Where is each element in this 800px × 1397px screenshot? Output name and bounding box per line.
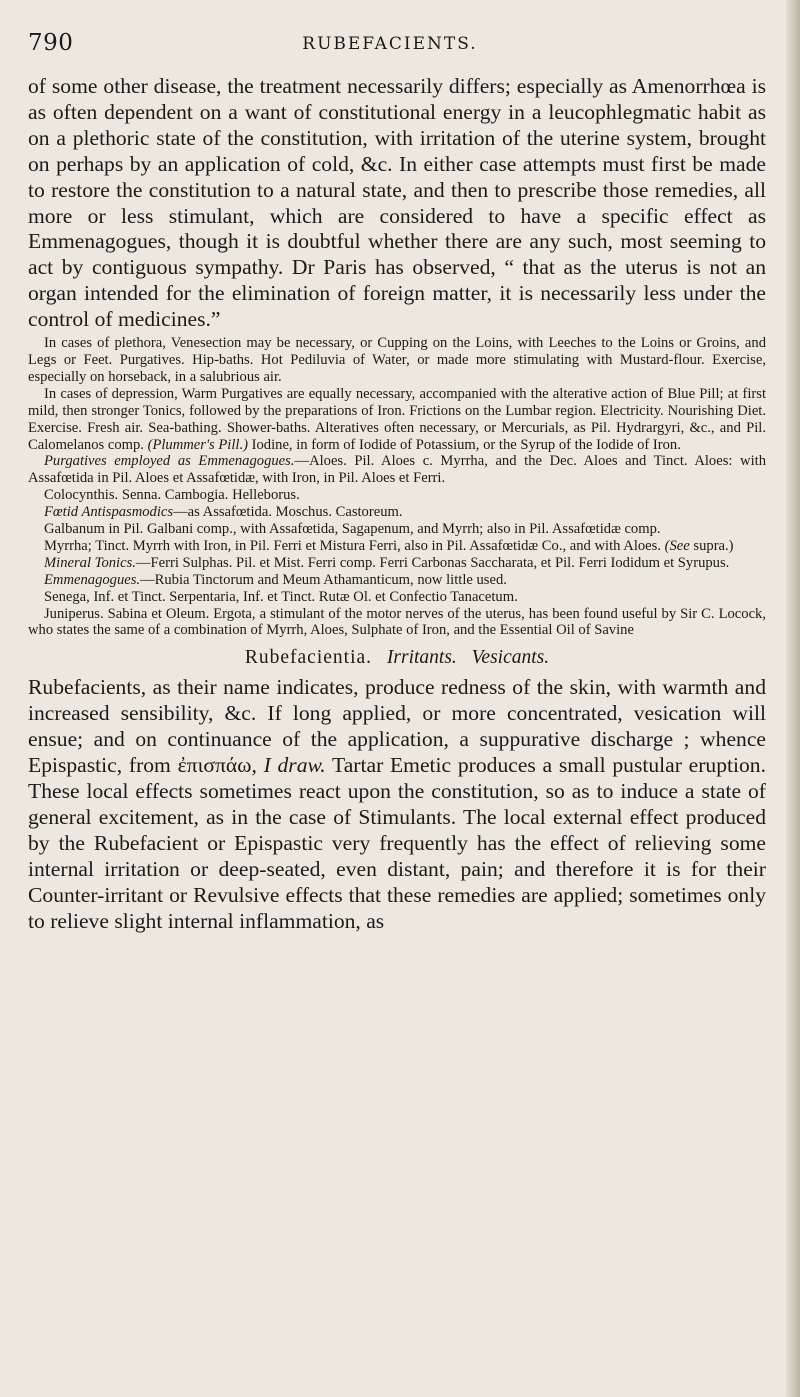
note-juniperus: Juniperus. Sabina et Oleum. Ergota, a stimulant of the motor nerves of the uterus, has been found useful by Sir C. Locock, who states the same of a combination of Myrrh, Aloes, Sulphate of Iron, and the Essential Oil of Savine <box>28 605 766 639</box>
note-myrrha-italic: (See <box>664 537 690 554</box>
section-heading-name: Rubefacientia. <box>244 647 373 669</box>
closing-text-b: Tartar Emetic produces a small pustular eruption. These local effects sometimes react upon the constitution, so as to induce a state of general excitement, as in the case of Stimulants. The local external effect produced by the Rubefacient or Epispastic very frequently has the effect of relieving some internal irritation or deep-seated, even distant, pain; and therefore it is for their Counter-irritant or Revulsive effects that these remedies are applied; sometimes only to relieve slight internal inflammation, as <box>28 753 766 933</box>
note-mineral-label: Mineral Tonics. <box>44 554 136 571</box>
closing-italic: I draw. <box>263 753 326 778</box>
page-header <box>28 30 772 64</box>
section-heading-sub2: Vesicants. <box>471 647 550 669</box>
note-senega: Senega, Inf. et Tinct. Serpentaria, Inf. et Tinct. Rutæ Ol. et Confectio Tanacetum. <box>44 588 518 605</box>
note-myrrha-text-b: supra.) <box>693 537 734 554</box>
note-myrrha-text: Myrrha; Tinct. Myrrh with Iron, in Pil. Ferri et Mistura Ferri, also in Pil. Assafœtidæ Co., and with Aloes. <box>44 537 661 554</box>
note-depression-text-b: Iodine, in form of Iodide of Potassium, or the Syrup of the Iodide of Iron. <box>251 436 681 453</box>
note-purgatives <box>28 453 766 487</box>
page-edge-shadow <box>786 0 800 1397</box>
running-head: RUBEFACIENTS. <box>302 34 478 54</box>
note-emmenagogues-text: —Rubia Tinctorum and Meum Athamanticum, now little used. <box>140 571 507 588</box>
note-emmenagogues <box>28 572 766 589</box>
note-foetid <box>28 504 766 521</box>
note-mineral <box>28 555 766 572</box>
note-mineral-text: —Ferri Sulphas. Pil. et Mist. Ferri comp. Ferri Carbonas Saccharata, et Pil. Ferri Iodidum et Syrupus. <box>135 554 730 571</box>
closing-greek: ἐπισπάω, <box>177 753 257 778</box>
note-depression <box>28 386 766 454</box>
closing-paragraph <box>28 675 766 934</box>
note-depression-text: In cases of depression, Warm Purgatives are equally necessary, accompanied with the alterative action of Blue Pill; at first mild, then stronger Tonics, followed by the preparations of Iron. Frictions on the Lumbar region. Electricity. Nourishing Diet. Exercise. Fresh air. Sea-bathing. Shower-baths. Alteratives often necessary, or Mercurials, as Pil. Hydrargyri, &c., and Pil. Calomelanos comp. <box>28 385 766 453</box>
note-depression-italic: (Plummer's Pill.) <box>147 436 248 453</box>
section-heading <box>28 647 766 669</box>
note-colocynthis: Colocynthis. Senna. Cambogia. Helleborus. <box>44 487 300 504</box>
intro-paragraph: of some other disease, the treatment necessarily differs; especially as Amenorrhœa is as often dependent on a want of constitutional energy in a leucophlegmatic habit as on a plethoric state of the constitution, with irritation of the uterine system, brought on perhaps by an application of cold, &c. In either case attempts must first be made to restore the constitution to a natural state, and then to prescribe those remedies, all more or less stimulant, which are considered to have a specific effect as Emmenagogues, though it is doubtful whether there are any such, most seeming to act by contiguous sympathy. Dr Paris has observed, “ that as the uterus is not an organ intended for the elimination of foreign matter, it is necessarily less under the control of medicines.” <box>28 74 766 332</box>
note-emmenagogues-label: Emmenagogues. <box>44 571 141 588</box>
page-number: 790 <box>28 30 74 56</box>
note-foetid-text: —as Assafœtida. Moschus. Castoreum. <box>173 504 403 521</box>
note-purgatives-text: —Aloes. Pil. Aloes c. Myrrha, and the Dec. Aloes and Tinct. Aloes: with Assafœtida in Pil. Aloes et Assafœtidæ, with Iron, in Pil. Aloes et Ferri. <box>28 453 766 487</box>
note-myrrha <box>28 538 766 555</box>
note-galbanum: Galbanum in Pil. Galbani comp., with Assafœtida, Sagapenum, and Myrrh; also in Pil. Assafœtidæ comp. <box>44 521 661 538</box>
notes-block <box>28 335 772 639</box>
note-purgatives-label: Purgatives employed as Emmenagogues. <box>44 453 295 470</box>
note-plethora: In cases of plethora, Venesection may be necessary, or Cupping on the Loins, with Leeches to the Loins or Groins, and Legs or Feet. Purgatives. Hip-baths. Hot Pediluvia of Water, or made more stimulating with Mustard-flour. Exercise, especially on horseback, in a salubrious air. <box>28 335 766 385</box>
closing-text-a: Rubefacients, as their name indicates, produce redness of the skin, with warmth and increased sensibility, &c. If long applied, or more concentrated, vesication will ensue; and on continuance of the application, a suppurative discharge ; whence Epispastic, from <box>28 675 766 778</box>
note-foetid-label: Fœtid Antispasmodics <box>44 504 174 521</box>
section-heading-sub1: Irritants. <box>386 647 457 669</box>
